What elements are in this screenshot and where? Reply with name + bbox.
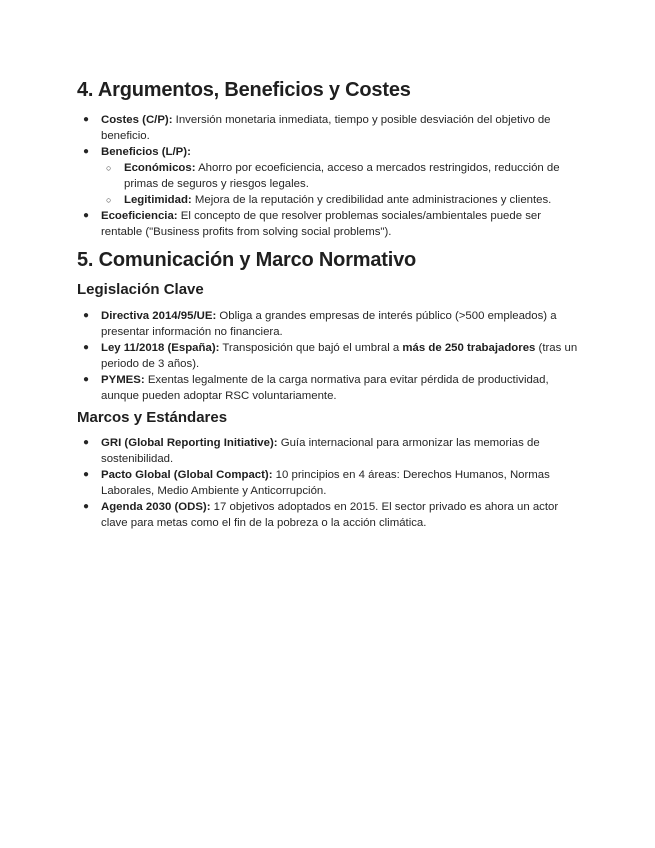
sub-list-item bbox=[77, 160, 582, 192]
item-text: Transposición que bajó el umbral a bbox=[219, 342, 403, 354]
item-label: Beneficios (L/P): bbox=[101, 146, 191, 158]
item-label: Económicos: bbox=[124, 162, 196, 174]
item-label: Agenda 2030 (ODS): bbox=[101, 501, 211, 513]
list-item bbox=[77, 144, 582, 208]
legislacion-list bbox=[77, 308, 582, 404]
bullet-icon: ● bbox=[83, 437, 90, 448]
bullet-icon: ● bbox=[83, 501, 90, 512]
item-text: Guía internacional para armonizar las memorias de sostenibilidad. bbox=[101, 437, 540, 465]
item-label: Directiva 2014/95/UE: bbox=[101, 310, 217, 322]
item-label: PYMES: bbox=[101, 374, 145, 386]
sub-list bbox=[77, 160, 582, 208]
list-item bbox=[77, 467, 582, 499]
bullet-icon: ● bbox=[83, 114, 90, 125]
bullet-icon: ● bbox=[83, 210, 90, 221]
item-emphasis: más de 250 trabajadores bbox=[402, 342, 536, 354]
item-text: 10 principios en 4 áreas: Derechos Humanos, Normas Laborales, Medio Ambiente y Anticorrupción. bbox=[101, 469, 550, 497]
bullet-icon: ● bbox=[83, 342, 90, 353]
item-label: Pacto Global (Global Compact): bbox=[101, 469, 273, 481]
list-item bbox=[77, 208, 582, 240]
list-item bbox=[77, 499, 582, 531]
item-text: El concepto de que resolver problemas sociales/ambientales puede ser rentable ("Business profits from solving social problems"). bbox=[101, 210, 542, 238]
hollow-bullet-icon: ○ bbox=[106, 195, 112, 205]
section-4-heading: 4. Argumentos, Beneficios y Costes bbox=[77, 79, 411, 101]
item-text: Obliga a grandes empresas de interés público (>500 empleados) a presentar información no financiera. bbox=[101, 310, 557, 338]
item-label: Ecoeficiencia: bbox=[101, 210, 178, 222]
legislacion-subheading: Legislación Clave bbox=[77, 281, 204, 298]
bullet-icon: ● bbox=[83, 310, 90, 321]
sub-list-item bbox=[77, 192, 582, 208]
item-text: Inversión monetaria inmediata, tiempo y posible desviación del objetivo de beneficio. bbox=[101, 114, 551, 142]
item-label: Costes (C/P): bbox=[101, 114, 173, 126]
list-item bbox=[77, 112, 582, 144]
bullet-icon: ● bbox=[83, 469, 90, 480]
list-item bbox=[77, 340, 582, 372]
hollow-bullet-icon: ○ bbox=[106, 163, 112, 173]
item-label: Ley 11/2018 (España): bbox=[101, 342, 220, 354]
list-item bbox=[77, 372, 582, 404]
section-4-list bbox=[77, 112, 582, 240]
section-5-heading: 5. Comunicación y Marco Normativo bbox=[77, 249, 417, 271]
document-content bbox=[77, 74, 582, 531]
item-text: Mejora de la reputación y credibilidad ante administraciones y clientes. bbox=[191, 194, 552, 206]
item-label: Legitimidad: bbox=[124, 194, 192, 206]
item-text: 17 objetivos adoptados en 2015. El sector privado es ahora un actor clave para metas como el fin de la pobreza o la acción climática. bbox=[101, 501, 559, 529]
item-text-tail: (tras un periodo de 3 años). bbox=[101, 342, 578, 370]
item-label: GRI (Global Reporting Initiative): bbox=[101, 437, 278, 449]
list-item bbox=[77, 435, 582, 467]
bullet-icon: ● bbox=[83, 146, 90, 157]
bullet-icon: ● bbox=[83, 374, 90, 385]
marcos-list bbox=[77, 435, 582, 531]
marcos-subheading: Marcos y Estándares bbox=[77, 409, 228, 426]
item-text: Ahorro por ecoeficiencia, acceso a mercados restringidos, reducción de primas de seguros y riesgos legales. bbox=[124, 162, 560, 190]
list-item bbox=[77, 308, 582, 340]
item-text: Exentas legalmente de la carga normativa para evitar pérdida de productividad, aunque pueden adoptar RSC voluntariamente. bbox=[101, 374, 549, 402]
